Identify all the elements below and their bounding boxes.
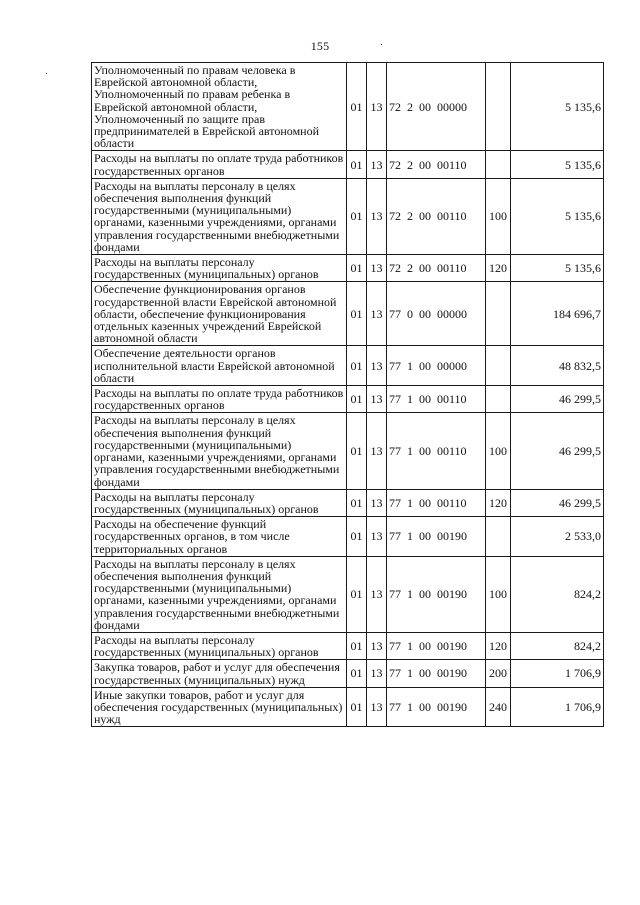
cell-section-code: 01 xyxy=(347,687,367,727)
cell-section-code: 01 xyxy=(347,178,367,254)
cell-target-article-code: 77 1 00 00190 xyxy=(387,517,486,557)
cell-expense-name: Закупка товаров, работ и услуг для обеспечения государственных (муниципальных) нужд xyxy=(92,660,347,687)
cell-section-code: 01 xyxy=(347,282,367,346)
cell-target-article-code: 77 1 00 00190 xyxy=(387,632,486,659)
cell-expense-type-code: 120 xyxy=(486,489,511,516)
cell-expense-name: Расходы на выплаты персоналу государственных (муниципальных) органов xyxy=(92,632,347,659)
cell-expense-name: Расходы на выплаты персоналу государственных (муниципальных) органов xyxy=(92,255,347,282)
cell-expense-name: Иные закупки товаров, работ и услуг для обеспечения государственных (муниципальных) нужд xyxy=(92,687,347,727)
table-row xyxy=(92,282,604,346)
cell-section-code: 01 xyxy=(347,413,367,489)
cell-amount: 1 706,9 xyxy=(511,687,604,727)
cell-subsection-code: 13 xyxy=(367,282,387,346)
cell-expense-name: Расходы на выплаты персоналу в целях обеспечения выполнения функций государственными (муниципальными) органами, казенными учреждениями, органами управления государственными внебюджетными фондами xyxy=(92,556,347,632)
table-row xyxy=(92,151,604,178)
cell-subsection-code: 13 xyxy=(367,632,387,659)
cell-amount: 1 706,9 xyxy=(511,660,604,687)
cell-expense-type-code: 120 xyxy=(486,255,511,282)
cell-expense-type-code xyxy=(486,282,511,346)
cell-target-article-code: 72 2 00 00110 xyxy=(387,255,486,282)
cell-target-article-code: 77 1 00 00190 xyxy=(387,687,486,727)
cell-target-article-code: 77 1 00 00110 xyxy=(387,489,486,516)
table-row xyxy=(92,489,604,516)
cell-expense-name: Обеспечение функционирования органов государственной власти Еврейской автономной области, обеспечение функционирования отдельных казенных учреждений Еврейской автономной области xyxy=(92,282,347,346)
cell-subsection-code: 13 xyxy=(367,178,387,254)
scan-speck xyxy=(381,44,382,45)
cell-amount: 5 135,6 xyxy=(511,178,604,254)
table-row xyxy=(92,386,604,413)
table-row xyxy=(92,556,604,632)
cell-expense-name: Расходы на выплаты по оплате труда работников государственных органов xyxy=(92,386,347,413)
cell-expense-name: Расходы на обеспечение функций государственных органов, в том числе территориальных органов xyxy=(92,517,347,557)
cell-expense-name: Расходы на выплаты персоналу государственных (муниципальных) органов xyxy=(92,489,347,516)
cell-amount: 824,2 xyxy=(511,632,604,659)
table-row xyxy=(92,632,604,659)
cell-target-article-code: 77 1 00 00110 xyxy=(387,386,486,413)
cell-amount: 46 299,5 xyxy=(511,413,604,489)
cell-expense-type-code xyxy=(486,386,511,413)
cell-expense-type-code: 240 xyxy=(486,687,511,727)
cell-expense-name: Расходы на выплаты персоналу в целях обеспечения выполнения функций государственными (муниципальными) органами, казенными учреждениями, органами управления государственными внебюджетными фондами xyxy=(92,413,347,489)
cell-target-article-code: 77 1 00 00190 xyxy=(387,660,486,687)
cell-section-code: 01 xyxy=(347,63,367,151)
cell-amount: 5 135,6 xyxy=(511,63,604,151)
cell-expense-type-code: 120 xyxy=(486,632,511,659)
cell-subsection-code: 13 xyxy=(367,517,387,557)
table-row xyxy=(92,413,604,489)
cell-subsection-code: 13 xyxy=(367,687,387,727)
cell-expense-type-code: 100 xyxy=(486,413,511,489)
table-row xyxy=(92,660,604,687)
cell-subsection-code: 13 xyxy=(367,63,387,151)
cell-section-code: 01 xyxy=(347,556,367,632)
cell-expense-type-code xyxy=(486,151,511,178)
cell-subsection-code: 13 xyxy=(367,255,387,282)
table-row xyxy=(92,346,604,386)
table-row xyxy=(92,178,604,254)
cell-target-article-code: 77 1 00 00000 xyxy=(387,346,486,386)
cell-expense-type-code xyxy=(486,63,511,151)
cell-section-code: 01 xyxy=(347,489,367,516)
cell-target-article-code: 72 2 00 00110 xyxy=(387,178,486,254)
cell-target-article-code: 72 2 00 00110 xyxy=(387,151,486,178)
cell-expense-type-code xyxy=(486,346,511,386)
cell-amount: 5 135,6 xyxy=(511,151,604,178)
cell-expense-name: Расходы на выплаты по оплате труда работников государственных органов xyxy=(92,151,347,178)
cell-subsection-code: 13 xyxy=(367,386,387,413)
cell-section-code: 01 xyxy=(347,151,367,178)
cell-section-code: 01 xyxy=(347,632,367,659)
cell-target-article-code: 77 1 00 00190 xyxy=(387,556,486,632)
cell-expense-name: Уполномоченный по правам человека в Еврейской автономной области, Уполномоченный по правам ребенка в Еврейской автономной области, Уполномоченный по защите прав предпринимателей в Еврейской автономной области xyxy=(92,63,347,151)
cell-expense-type-code xyxy=(486,517,511,557)
cell-expense-type-code: 100 xyxy=(486,556,511,632)
table-row xyxy=(92,687,604,727)
budget-table xyxy=(91,62,604,727)
cell-amount: 184 696,7 xyxy=(511,282,604,346)
cell-amount: 46 299,5 xyxy=(511,386,604,413)
cell-expense-type-code: 100 xyxy=(486,178,511,254)
cell-amount: 48 832,5 xyxy=(511,346,604,386)
cell-section-code: 01 xyxy=(347,346,367,386)
scan-speck xyxy=(46,73,47,74)
cell-subsection-code: 13 xyxy=(367,151,387,178)
cell-section-code: 01 xyxy=(347,660,367,687)
cell-target-article-code: 77 1 00 00110 xyxy=(387,413,486,489)
cell-target-article-code: 72 2 00 00000 xyxy=(387,63,486,151)
cell-expense-name: Расходы на выплаты персоналу в целях обеспечения выполнения функций государственными (муниципальными) органами, казенными учреждениями, органами управления государственными внебюджетными фондами xyxy=(92,178,347,254)
cell-expense-type-code: 200 xyxy=(486,660,511,687)
cell-target-article-code: 77 0 00 00000 xyxy=(387,282,486,346)
cell-amount: 5 135,6 xyxy=(511,255,604,282)
page-number: 155 xyxy=(310,39,330,53)
table-row xyxy=(92,255,604,282)
cell-section-code: 01 xyxy=(347,517,367,557)
cell-section-code: 01 xyxy=(347,386,367,413)
cell-expense-name: Обеспечение деятельности органов исполнительной власти Еврейской автономной области xyxy=(92,346,347,386)
cell-amount: 46 299,5 xyxy=(511,489,604,516)
cell-subsection-code: 13 xyxy=(367,413,387,489)
cell-subsection-code: 13 xyxy=(367,556,387,632)
cell-amount: 824,2 xyxy=(511,556,604,632)
budget-table-body xyxy=(92,63,604,727)
cell-subsection-code: 13 xyxy=(367,660,387,687)
cell-amount: 2 533,0 xyxy=(511,517,604,557)
table-row xyxy=(92,517,604,557)
cell-section-code: 01 xyxy=(347,255,367,282)
cell-subsection-code: 13 xyxy=(367,489,387,516)
cell-subsection-code: 13 xyxy=(367,346,387,386)
table-row xyxy=(92,63,604,151)
